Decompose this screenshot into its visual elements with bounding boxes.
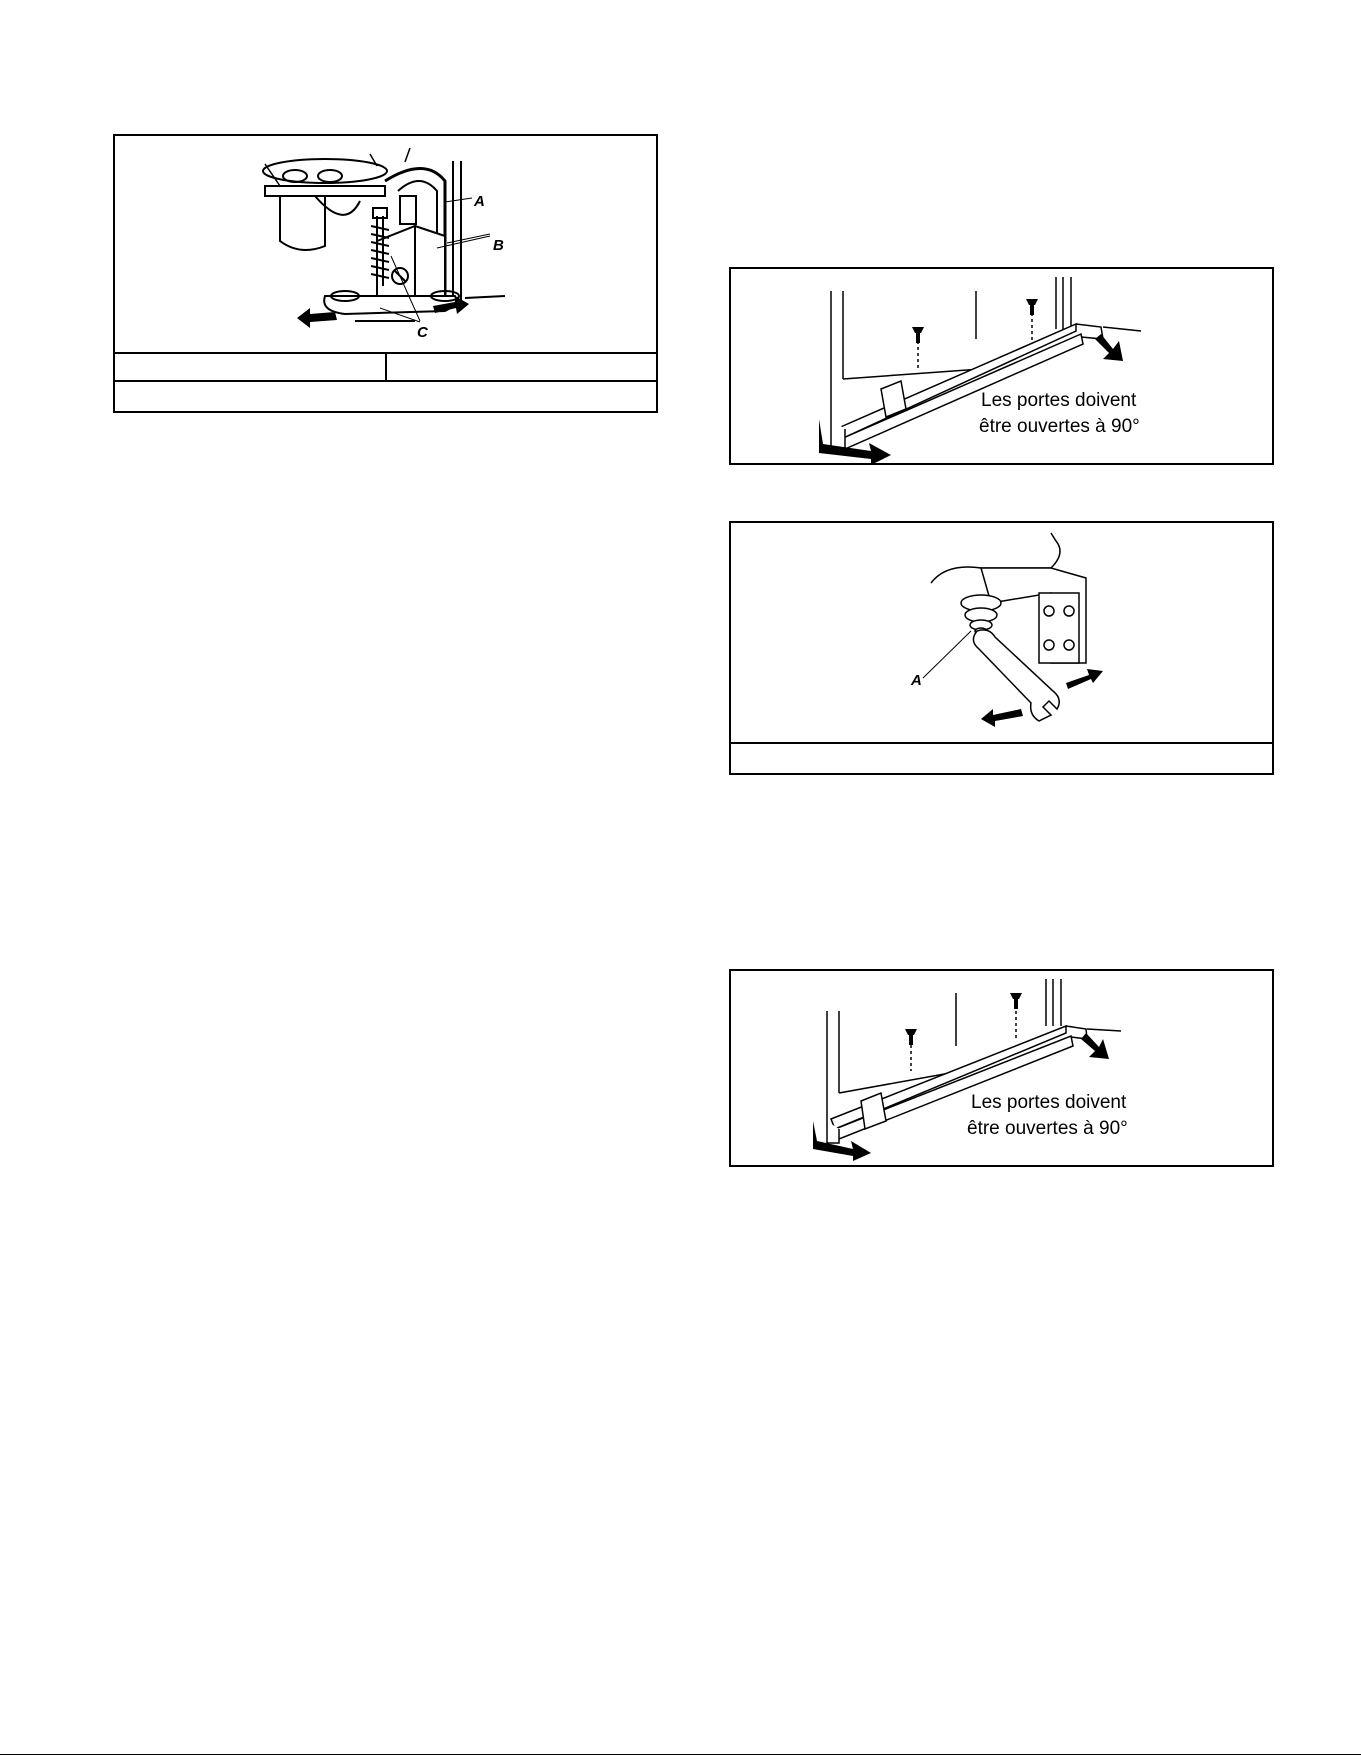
caption-line2: être ouvertes à 90° [967,1118,1128,1139]
figure-grille-removal-2 [729,969,1274,1167]
page-bottom-rule [0,1754,1361,1755]
figure1-table-row2 [115,380,656,411]
caption-line2: être ouvertes à 90° [979,416,1140,437]
label-a: A [911,672,922,689]
figure-grille-removal-1 [729,267,1274,465]
arrow-right-down-icon [1095,334,1123,361]
arrow-left-icon [981,709,1023,727]
screw-icon [905,1029,917,1035]
screw-icon [1010,993,1022,999]
figure1-table-row1 [115,352,656,380]
grille-illustration-1 [731,269,1276,467]
screw-icon [912,327,924,333]
arrow-right-down-icon [1081,1033,1109,1059]
caption-line1: Les portes doivent [981,390,1137,411]
label-a: A [474,193,485,210]
grille-illustration-2 [731,971,1276,1169]
figure3-table-row [731,742,1272,775]
label-c: C [417,324,428,341]
figure-wrench-adjustment [729,521,1274,775]
arrow-right-icon [1066,669,1103,689]
screw-icon [1026,299,1038,305]
wrench-illustration [731,523,1276,777]
caption-line1: Les portes doivent [971,1092,1127,1113]
figure-hinge-adjustment [113,134,658,413]
label-b: B [493,237,504,254]
